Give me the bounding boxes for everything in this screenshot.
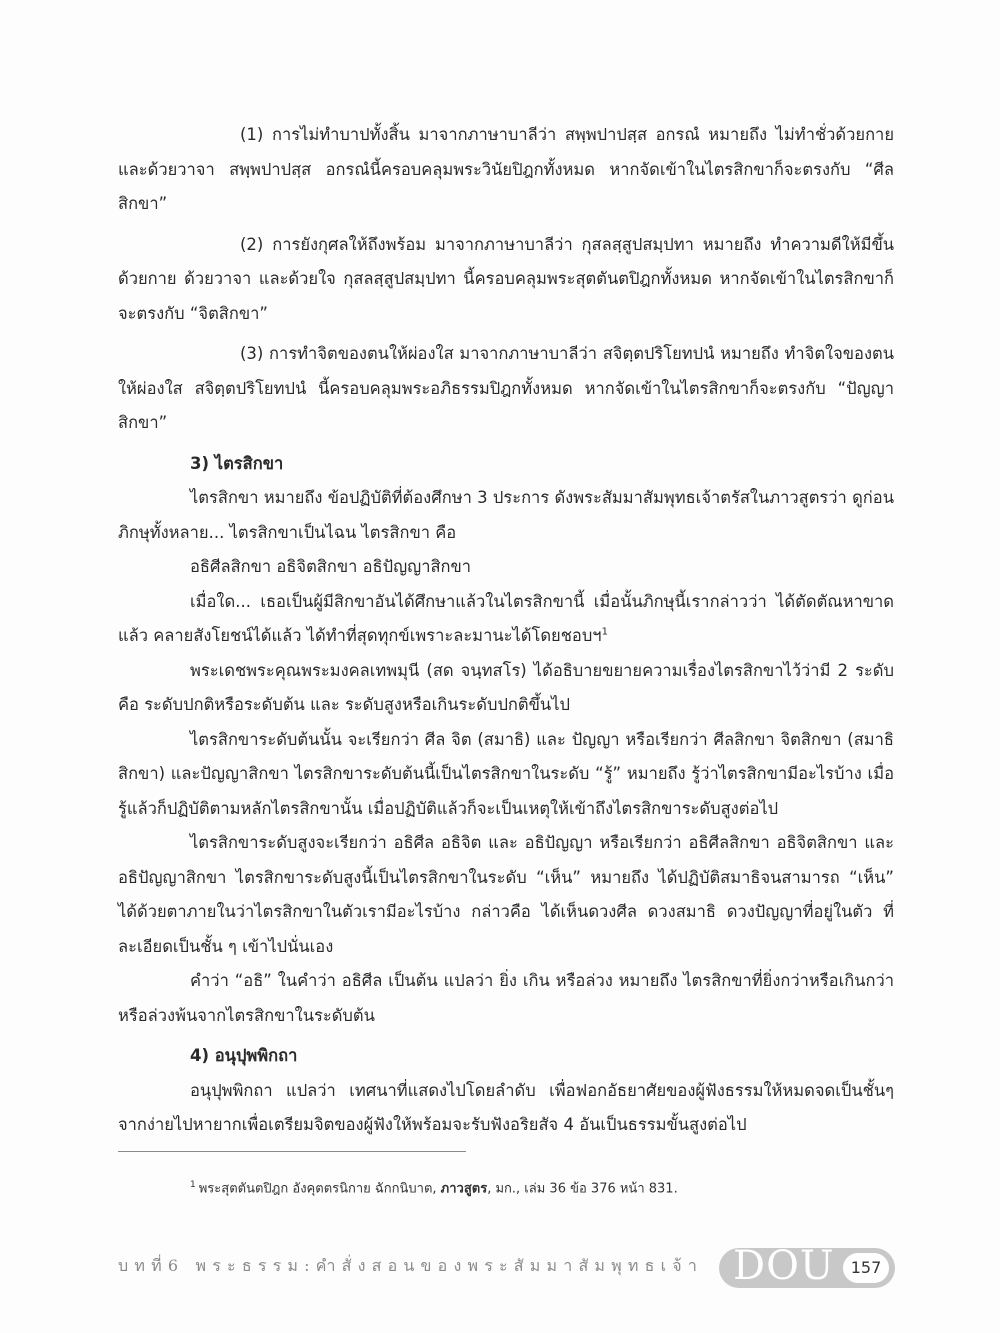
chapter-title: บทที่6 พระธรรม:คำสั่งสอนของพระสัมมาสัมพุทธเจ้า [118,1256,704,1275]
page-number: 157 [843,1253,889,1283]
footnote-reference: 1 [601,626,608,638]
footnote-text-post: , มก., เล่ม 36 ข้อ 376 หน้า 831. [487,1181,678,1197]
page-footer [118,1243,898,1289]
page-body [118,118,894,1143]
footnote-number: 1 [190,1180,196,1190]
quote-text: เมื่อใด... เธอเป็นผู้มีสิกขาอันได้ศึกษาแล้วในไตรสิกขานี้ เมื่อนั้นภิกษุนี้เรากล่าวว่า ได้ตัดตัณหาขาดแล้ว คลายสังโยชน์ได้แล้ว ได้ทำที่สุดทุกข์เพราะละมานะได้โดยชอบฯ [118,591,894,645]
paragraph-trisikkha-list: อธิศีลสิกขา อธิจิตสิกขา อธิปัญญาสิกขา [190,557,472,576]
footnote-text-pre: พระสุตตันตปิฎก อังคุตตรนิกาย ฉักกนิบาต, [198,1181,441,1197]
paragraph-item-1: (1) การไม่ทำบาปทั้งสิ้น มาจากภาษาบาลีว่า สพฺพปาปสฺส อกรณํ หมายถึง ไม่ทำชั่วด้วยกายและด้วยวาจา สพฺพปาปสฺส อกรณํนี้ครอบคลุมพระวินัยปิฎกทั้งหมด หากจัดเข้าในไตรสิกขาก็จะตรงกับ “ศีลสิกขา” [118,125,894,213]
paragraph-explanation: พระเดชพระคุณพระมงคลเทพมุนี (สด จนฺทสโร) ได้อธิบายขยายความเรื่องไตรสิกขาไว้ว่ามี 2 ระดับ คือ ระดับปกติหรือระดับต้น และ ระดับสูงหรือเกินระดับปกติขึ้นไป [118,660,894,714]
footnote-divider [118,1151,466,1152]
paragraph-trisikkha-definition: ไตรสิกขา หมายถึง ข้อปฏิบัติที่ต้องศึกษา 3 ประการ ดังพระสัมมาสัมพุทธเจ้าตรัสในภาวสูตรว่า ดูก่อนภิกษุทั้งหลาย... ไตรสิกขาเป็นไฉน ไตรสิกขา คือ [118,488,894,542]
paragraph-high-level: ไตรสิกขาระดับสูงจะเรียกว่า อธิศีล อธิจิต และ อธิปัญญา หรือเรียกว่า อธิศีลสิกขา อธิจิตสิกขา และอธิปัญญาสิกขา ไตรสิกขาระดับสูงนี้เป็นไตรสิกขาในระดับ “เห็น” หมายถึง ได้ปฏิบัติสมาธิจนสามารถ “เห็น” ได้ด้วยตาภายในว่าไตรสิกขาในตัวเรามีอะไรบ้าง กล่าวคือ ได้เห็นดวงศีล ดวงสมาธิ ดวงปัญญาที่อยู่ในตัว ที่ละเอียดเป็นชั้น ๆ เข้าไปนั่นเอง [118,833,894,956]
paragraph-quote [118,585,894,654]
page-badge [719,1243,895,1289]
paragraph-anupubbikatha: อนุปุพพิกถา แปลว่า เทศนาที่แสดงไปโดยลำดับ เพื่อฟอกอัธยาศัยของผู้ฟังธรรมให้หมดจดเป็นชั้นๆ จากง่ายไปหายากเพื่อเตรียมจิตของผู้ฟังให้พร้อมจะรับฟังอริยสัจ 4 อันเป็นธรรมขั้นสูงต่อไป [118,1080,894,1134]
paragraph-item-2: (2) การยังกุศลให้ถึงพร้อม มาจากภาษาบาลีว่า กุสลสฺสูปสมฺปทา หมายถึง ทำความดีให้มีขึ้นด้วยกาย ด้วยวาจา และด้วยใจ กุสลสฺสูปสมฺปทา นี้ครอบคลุมพระสุตตันตปิฎกทั้งหมด หากจัดเข้าในไตรสิกขาก็จะตรงกับ “จิตสิกขา” [118,234,894,323]
paragraph-adhi-meaning: คำว่า “อธิ” ในคำว่า อธิศีล เป็นต้น แปลว่า ยิ่ง เกิน หรือล่วง หมายถึง ไตรสิกขาที่ยิ่งกว่าหรือเกินกว่าหรือล่วงพ้นจากไตรสิกขาในระดับต้น [118,971,894,1025]
paragraph-item-3: (3) การทำจิตของตนให้ผ่องใส มาจากภาษาบาลีว่า สจิตฺตปริโยทปนํ หมายถึง ทำจิตใจของตนให้ผ่องใส สจิตฺตปริโยทปนํ นี้ครอบคลุมพระอภิธรรมปิฎกทั้งหมด หากจัดเข้าในไตรสิกขาก็จะตรงกับ “ปัญญาสิกขา” [118,344,894,432]
footnote-sutta-title: ภาวสูตร [440,1181,488,1197]
section-heading-3: 3) ไตรสิกขา [190,453,284,473]
paragraph-basic-level: ไตรสิกขาระดับต้นนั้น จะเรียกว่า ศีล จิต (สมาธิ) และ ปัญญา หรือเรียกว่า ศีลสิกขา จิตสิกขา (สมาธิสิกขา) และปัญญาสิกขา ไตรสิกขาระดับต้นนี้เป็นไตรสิกขาในระดับ “รู้” หมายถึง รู้ว่าไตรสิกขามีอะไรบ้าง เมื่อรู้แล้วก็ปฏิบัติตามหลักไตรสิกขานั้น เมื่อปฏิบัติแล้วก็จะเป็นเหตุให้เข้าถึงไตรสิกขาระดับสูงต่อไป [118,729,894,818]
footnote [190,1175,890,1199]
brand-logo: DOU [733,1243,835,1289]
section-heading-4: 4) อนุปุพพิกถา [190,1046,298,1065]
